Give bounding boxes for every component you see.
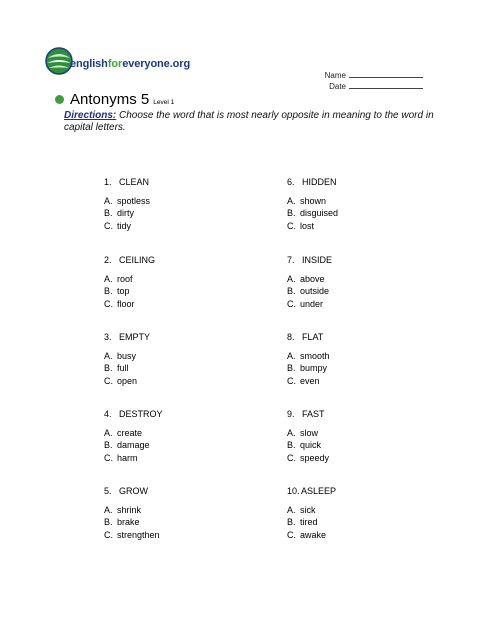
question-stem [104,331,150,344]
bullet-dot-icon [55,95,64,104]
question-number: 4. [104,409,112,419]
question-word: HIDDEN [302,177,337,187]
brand-name [70,58,190,70]
option-text: sick [300,504,316,515]
answer-option[interactable] [104,529,160,542]
question-5 [104,485,160,541]
answer-option[interactable] [287,273,332,286]
answer-option[interactable] [104,285,155,298]
option-text: slow [300,427,319,438]
answer-option[interactable] [104,207,150,220]
question-number: 1. [104,177,112,187]
answer-option[interactable] [287,504,336,517]
option-letter: C. [287,298,296,309]
option-letter: C. [104,375,113,386]
answer-option[interactable] [287,220,338,233]
option-letter: C. [287,452,296,463]
option-letter: C. [104,298,113,309]
option-letter: B. [287,208,296,218]
question-stem [104,254,155,267]
question-9 [287,408,329,464]
option-letter: B. [104,208,113,218]
option-text: bumpy [300,363,328,373]
option-letter: A. [287,350,296,361]
name-row [325,70,423,81]
brand-part-1: english [70,58,108,70]
name-label: Name [324,71,346,80]
option-text: smooth [300,350,330,361]
question-stem [287,331,330,344]
question-number: 10. [287,486,300,496]
answer-option[interactable] [287,516,336,529]
question-stem [104,408,163,421]
worksheet-title [55,91,174,108]
question-6 [287,176,338,232]
name-blank[interactable] [349,70,423,78]
option-text: full [117,363,129,373]
answer-option[interactable] [287,375,330,388]
option-letter: C. [287,529,296,540]
option-letter: C. [287,220,296,231]
answer-option[interactable] [287,452,329,465]
option-letter: C. [104,452,113,463]
option-text: outside [300,286,330,296]
option-letter: B. [287,517,296,527]
option-text: roof [117,273,133,284]
title-text: Antonyms 5 [70,91,150,108]
answer-option[interactable] [104,195,150,208]
option-letter: C. [104,220,113,231]
option-text: spotless [117,195,151,206]
directions [64,110,444,134]
question-word: ASLEEP [301,486,337,496]
directions-text: Choose the word that is most nearly opposite in meaning to the word in capital letters. [64,110,434,133]
answer-option[interactable] [287,439,329,452]
option-letter: B. [104,363,113,373]
answer-option[interactable] [287,207,338,220]
question-3 [104,331,150,387]
question-2 [104,254,155,310]
option-letter: B. [104,286,113,296]
question-stem [287,254,332,267]
answer-option[interactable] [104,452,163,465]
option-text: harm [117,452,138,463]
question-4 [104,408,163,464]
option-letter: C. [287,375,296,386]
question-stem [287,485,336,498]
question-word: EMPTY [119,332,151,342]
answer-option[interactable] [287,195,338,208]
student-info [325,70,423,92]
option-letter: B. [287,363,296,373]
option-text: speedy [300,452,330,463]
question-8 [287,331,330,387]
option-text: tired [300,517,318,527]
answer-option[interactable] [287,529,336,542]
answer-option[interactable] [104,350,150,363]
option-letter: A. [287,273,296,284]
question-word: GROW [119,486,148,496]
answer-option[interactable] [104,439,163,452]
answer-option[interactable] [287,285,332,298]
question-number: 9. [287,409,295,419]
date-blank[interactable] [349,81,423,89]
date-row [325,81,423,92]
option-text: even [300,375,320,386]
option-text: open [117,375,138,386]
option-text: awake [300,529,327,540]
option-text: busy [117,350,137,361]
answer-option[interactable] [104,220,150,233]
question-number: 3. [104,332,112,342]
question-number: 7. [287,255,295,265]
option-text: shown [300,195,327,206]
level-label: Level 1 [153,98,175,106]
option-text: strengthen [117,529,160,540]
option-text: lost [300,220,315,231]
question-1 [104,176,150,232]
answer-option[interactable] [104,427,163,440]
brand-part-2: for [107,58,123,70]
option-text: dirty [117,208,135,218]
question-stem [287,176,338,189]
question-word: DESTROY [119,409,163,419]
option-letter: A. [104,427,113,438]
option-letter: B. [287,286,296,296]
directions-label: Directions: [64,110,117,121]
option-letter: A. [287,427,296,438]
option-letter: A. [104,195,113,206]
option-letter: B. [287,440,296,450]
question-word: CEILING [119,255,156,265]
option-letter: A. [287,504,296,515]
option-letter: A. [104,273,113,284]
date-label: Date [329,82,346,91]
question-word: INSIDE [302,255,333,265]
answer-option[interactable] [104,375,150,388]
question-number: 2. [104,255,112,265]
question-stem [287,408,329,421]
answer-option[interactable] [287,427,329,440]
option-letter: A. [104,350,113,361]
question-stem [104,176,150,189]
answer-option[interactable] [287,298,332,311]
option-text: quick [300,440,322,450]
question-stem [104,485,160,498]
question-number: 8. [287,332,295,342]
option-text: top [117,286,130,296]
answer-option[interactable] [287,350,330,363]
option-text: above [300,273,325,284]
answer-option[interactable] [287,362,330,375]
answer-option[interactable] [104,298,155,311]
option-text: disguised [300,208,339,218]
option-letter: B. [104,440,113,450]
option-text: shrink [117,504,142,515]
option-text: brake [117,517,140,527]
option-text: tidy [117,220,132,231]
answer-option[interactable] [104,516,160,529]
answer-option[interactable] [104,362,150,375]
option-letter: C. [104,529,113,540]
question-7 [287,254,332,310]
option-letter: A. [104,504,113,515]
answer-option[interactable] [104,504,160,517]
option-text: floor [117,298,135,309]
option-text: create [117,427,143,438]
question-10 [287,485,336,541]
question-word: FLAT [302,332,324,342]
option-text: damage [117,440,150,450]
brand-part-3: everyone.org [122,58,191,70]
option-letter: B. [104,517,113,527]
question-word: FAST [302,409,325,419]
answer-option[interactable] [104,273,155,286]
option-text: under [300,298,324,309]
question-word: CLEAN [119,177,150,187]
question-number: 6. [287,177,295,187]
option-letter: A. [287,195,296,206]
question-number: 5. [104,486,112,496]
